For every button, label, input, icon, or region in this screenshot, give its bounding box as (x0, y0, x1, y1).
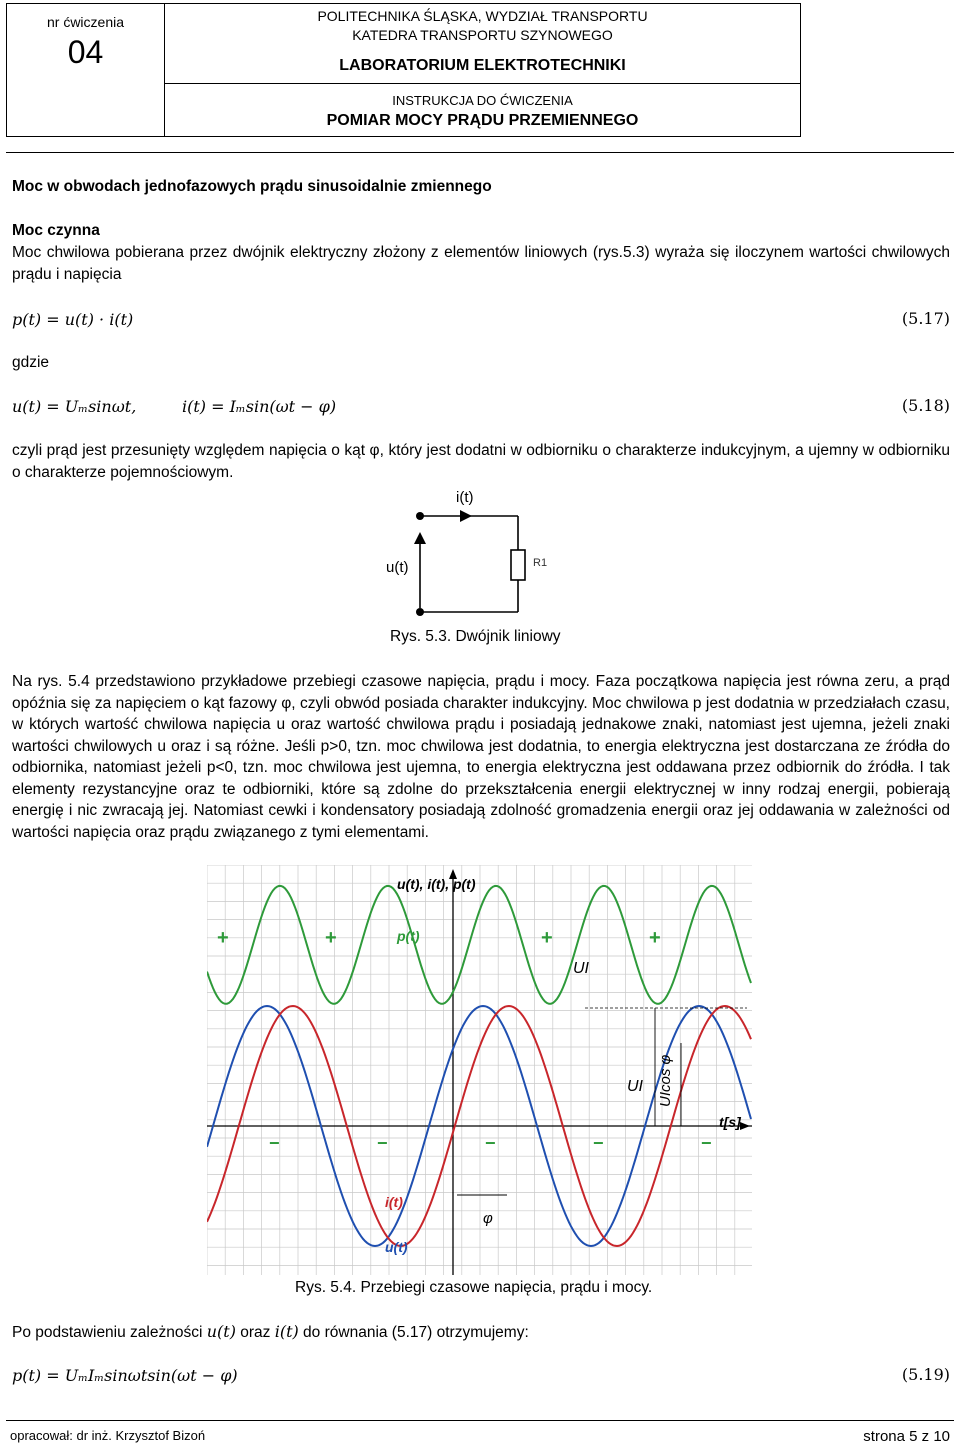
resistor (511, 550, 525, 580)
minus-sign: − (701, 1133, 712, 1153)
exercise-box (7, 4, 165, 136)
minus-sign: − (485, 1133, 496, 1153)
instruction-label: INSTRUKCJA DO ĆWICZENIA (392, 93, 573, 108)
para4-u: u(t) (206, 1322, 236, 1341)
waveform-chart (207, 865, 752, 1275)
exercise-label: nr ćwiczenia (46, 14, 125, 30)
section-title: Moc w obwodach jednofazowych prądu sinusoidalnie zmiennego (12, 178, 492, 195)
circuit-diagram (360, 480, 600, 620)
voltage-arrow-icon (414, 532, 426, 544)
lab-title: LABORATORIUM ELEKTROTECHNIKI (165, 57, 800, 84)
resistor-label: R1 (533, 557, 548, 569)
paragraph-1: Moc chwilowa pobierana przez dwójnik elektryczny złożony z elementów liniowych (rys.5.3) wyraża się iloczynem wartości chwilowych prądu i napięcia (12, 244, 950, 283)
department: KATEDRA TRANSPORTU SZYNOWEGO (352, 27, 613, 43)
page-header (6, 3, 801, 137)
series-i-label: i(t) (385, 1194, 403, 1210)
para4-text-a: Po podstawieniu zależności (12, 1324, 207, 1341)
equation-number: (5.19) (901, 1365, 950, 1384)
equation-5-19: p(t) = UₘIₘsinωtsin(ωt − φ) (12, 1366, 238, 1385)
ui-label: UI (573, 960, 589, 977)
x-axis-arrow-icon (740, 1122, 750, 1130)
terminal-dot (416, 512, 424, 520)
minus-sign: − (269, 1133, 280, 1153)
terminal-dot (416, 608, 424, 616)
series-p-line (207, 886, 751, 1004)
voltage-label: u(t) (386, 559, 409, 576)
plus-sign: + (649, 927, 661, 949)
equation-u: u(t) = Uₘsinωt, (12, 397, 137, 416)
plus-sign: + (541, 927, 553, 949)
equation-i: i(t) = Iₘsin(ωt − φ) (182, 397, 337, 416)
university: POLITECHNIKA ŚLĄSKA, WYDZIAŁ TRANSPORTU (317, 8, 648, 24)
footer-divider (6, 1420, 954, 1421)
equation-number: (5.18) (901, 396, 950, 415)
header-titles (165, 4, 800, 136)
current-label: i(t) (456, 489, 474, 506)
minus-sign: − (593, 1133, 604, 1153)
figure-5-4-caption: Rys. 5.4. Przebiegi czasowe napięcia, prądu i mocy. (295, 1279, 653, 1296)
plus-sign: + (217, 927, 229, 949)
x-axis-label: t[s] (719, 1114, 741, 1130)
para4-text-c: do równania (5.17) otrzymujemy: (298, 1324, 529, 1341)
paragraph-3: Na rys. 5.4 przedstawiono przykładowe przebiegi czasowe napięcia, prądu i mocy. Faza początkowa napięcia jest równa zeru, a prąd opóźnia się za napięciem o kąt fazowy φ, czyli obwód posiada charakter indukcyjny. Moc chwilowa p jest dodatnia w przedziałach czasu, w których wartość chwilowa napięcia u oraz wartość chwilowa prądu i posiadają jednakowe znaki, natomiast jest ujemna, jeżeli znaki wartości chwilowych u oraz i są różne. Jeśli p>0, tzn. moc chwilowa jest dodatnia, to energia elektryczna jest dostarczana ze źródła do odbiornika, natomiast jeżeli p<0, tzn. moc chwilowa jest ujemna, to energia elektryczna jest oddawana przez odbiornik do źródła. I tak elementy rezystancyjne oraz te odbiorniki, które są zdolne do przekształcenia energii elektrycznej w inny rodzaj energii, pobierają energię i nic zwracają jej. Natomiast cewki i kondensatory posiadają zdolność gromadzenia energii oraz jej oddawania w zależności od wartości napięcia oraz prądu związanego z tymi elementami. (12, 673, 950, 841)
para4-i: i(t) (274, 1322, 299, 1341)
paragraph-4 (12, 1321, 950, 1344)
plus-sign: + (325, 927, 337, 949)
topic-title: POMIAR MOCY PRĄDU PRZEMIENNEGO (326, 112, 639, 129)
divider (6, 152, 954, 153)
series-p-label: p(t) (397, 928, 420, 944)
equation-5-17: p(t) = u(t) · i(t) (12, 310, 134, 329)
equation-number: (5.17) (901, 309, 950, 328)
paragraph-2: czyli prąd jest przesunięty względem napięcia o kąt φ, który jest dodatni w odbiorniku o charakterze indukcyjnym, a ujemny w odbiorniku o charakterze pojemnościowym. (12, 442, 950, 481)
para4-text-b: oraz (235, 1324, 275, 1341)
series-u-label: u(t) (385, 1239, 408, 1255)
uicos-label: UIcos φ (657, 1054, 674, 1107)
phi-label: φ (483, 1210, 493, 1227)
current-arrow-icon (460, 510, 472, 522)
subsection-title: Moc czynna (12, 222, 100, 239)
ui-label-2: UI (627, 1078, 643, 1095)
minus-sign: − (377, 1133, 388, 1153)
figure-5-3-caption: Rys. 5.3. Dwójnik liniowy (390, 628, 561, 645)
gdzie-label: gdzie (12, 354, 50, 371)
exercise-number: 04 (67, 34, 104, 70)
footer-author: opracował: dr inż. Krzysztof Bizoń (10, 1428, 206, 1443)
chart-title: u(t), i(t), p(t) (397, 876, 476, 892)
footer-page: strona 5 z 10 (863, 1428, 950, 1445)
